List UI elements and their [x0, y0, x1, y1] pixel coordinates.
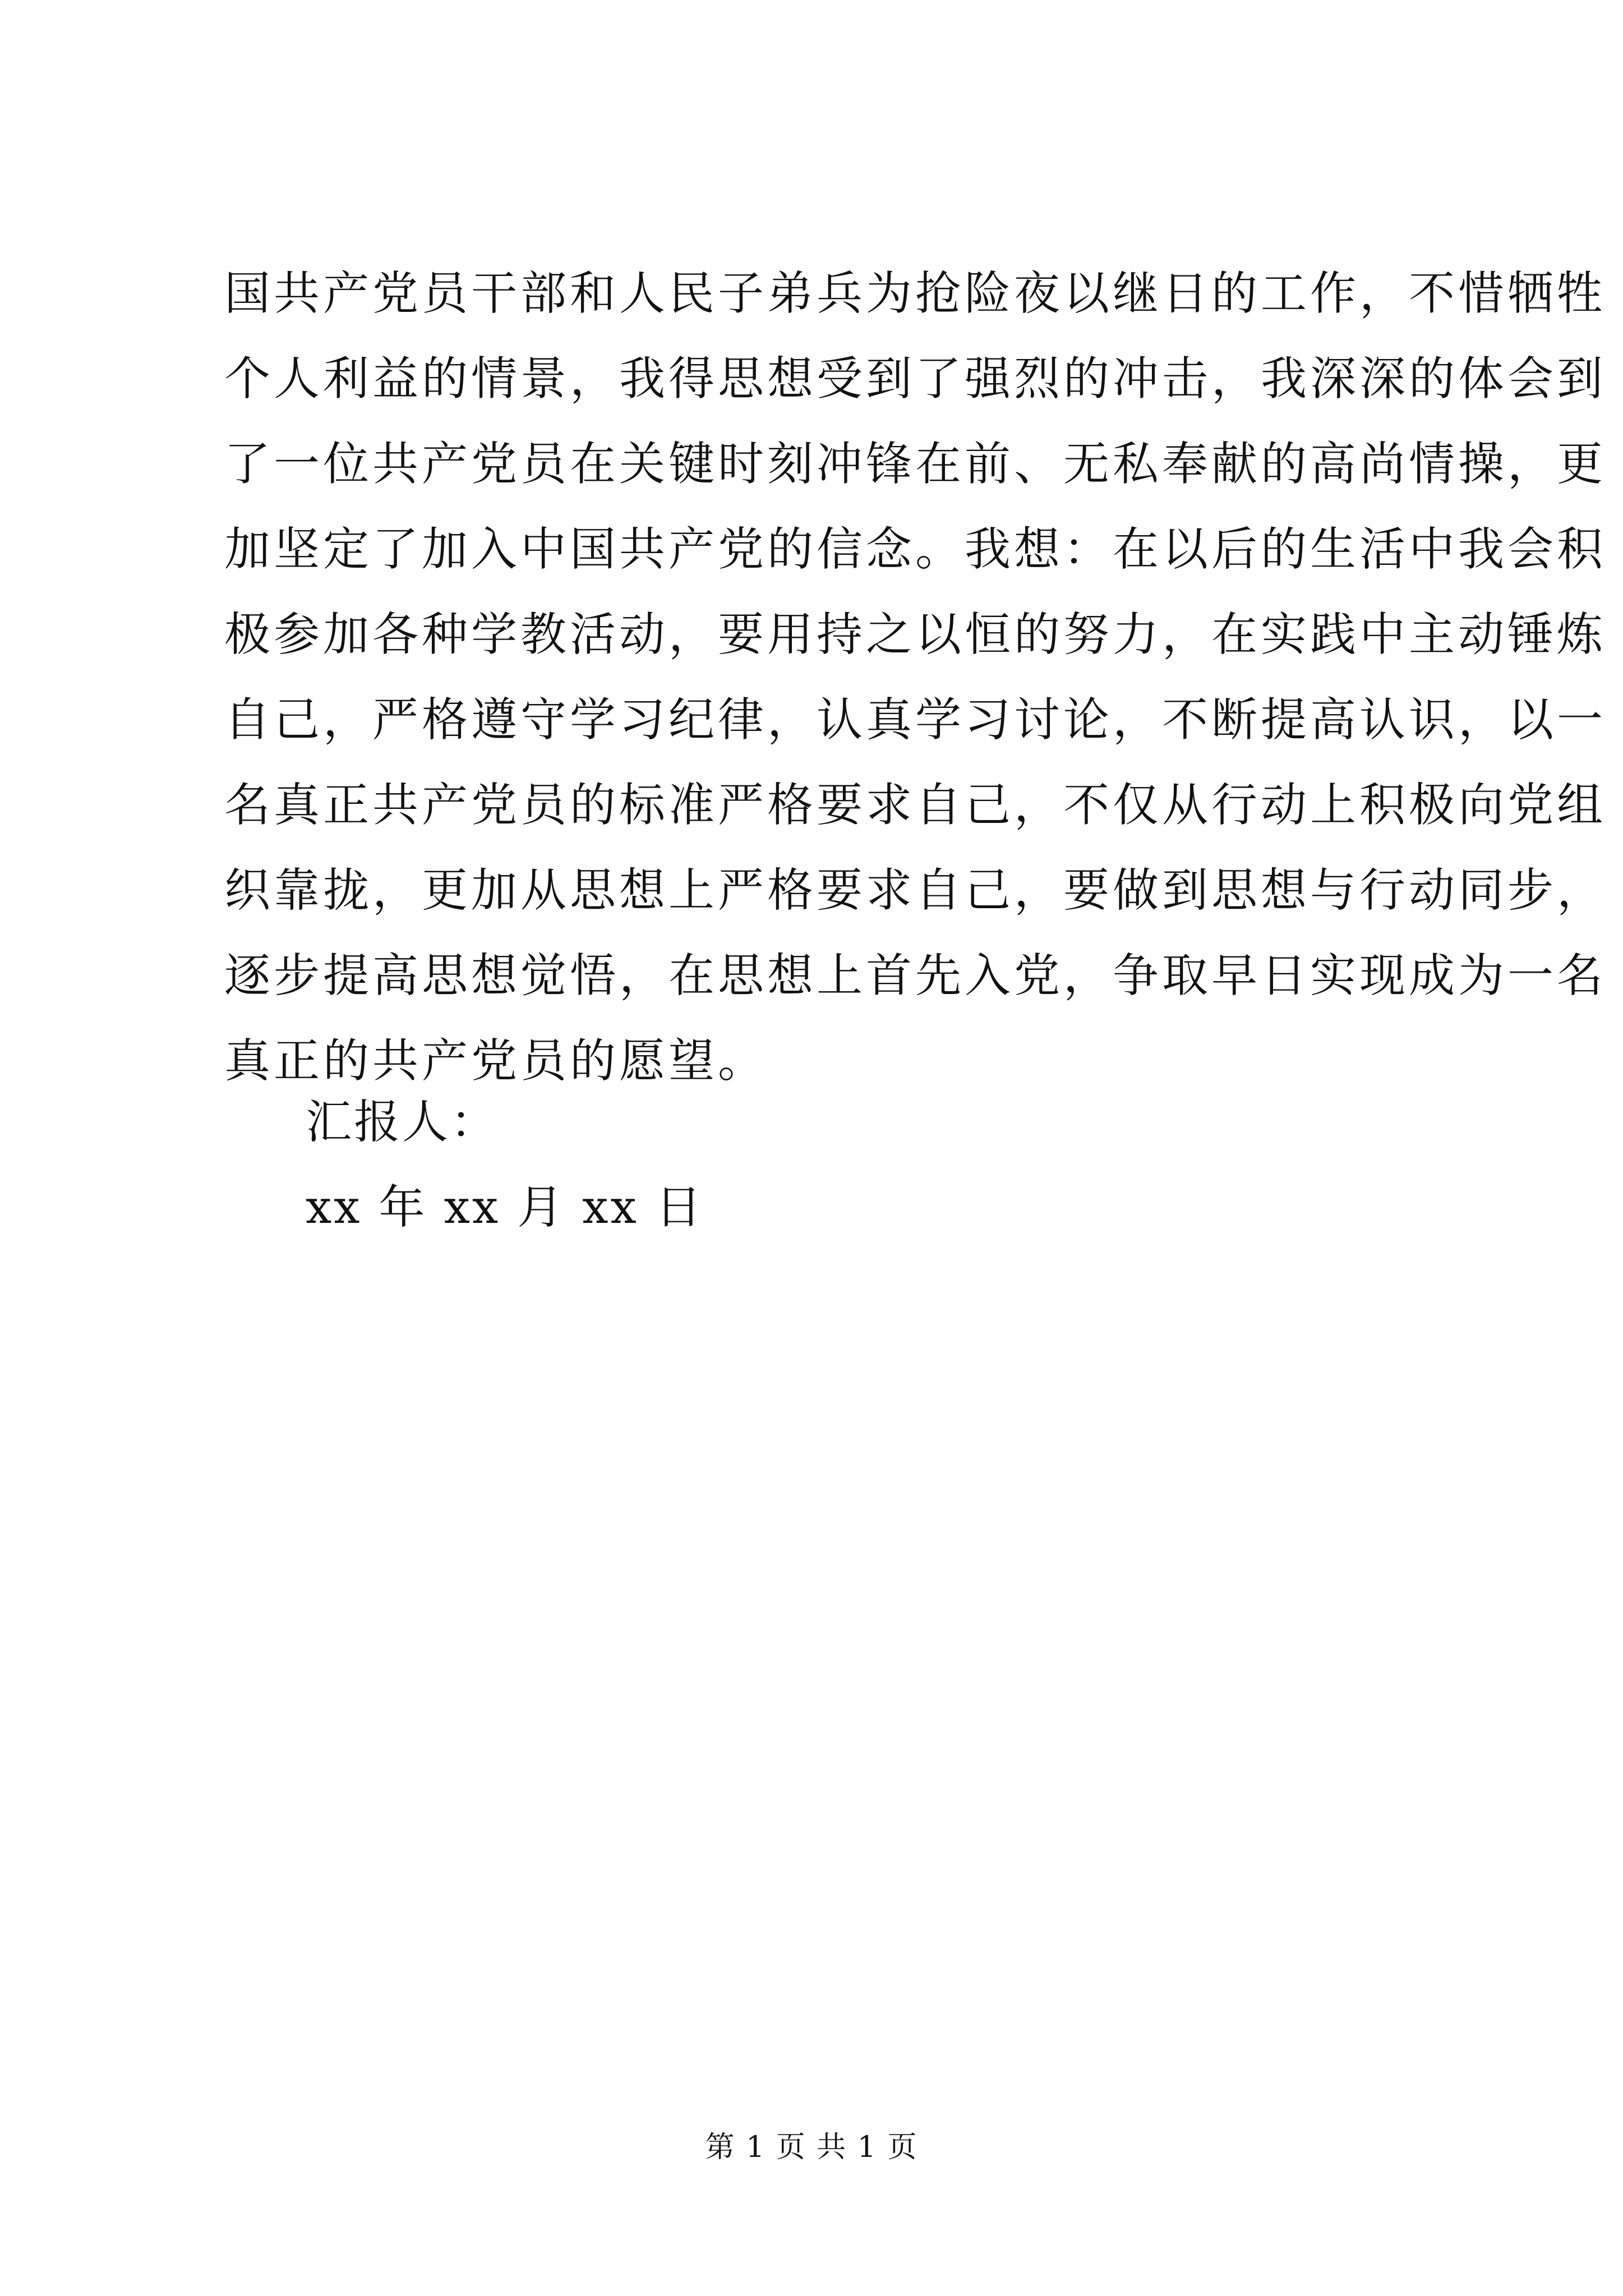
paragraph-line: 极参加各种学教活动，要用持之以恒的努力，在实践中主动锤炼	[224, 608, 1607, 661]
paragraph-line: 国共产党员干部和人民子弟兵为抢险夜以继日的工作，不惜牺牲	[224, 267, 1607, 320]
body-paragraph	[224, 251, 1607, 1104]
paragraph-line: 织靠拢，更加从思想上严格要求自己，要做到思想与行动同步，	[224, 864, 1607, 917]
paragraph-line: 了一位共产党员在关键时刻冲锋在前、无私奉献的高尚情操，更	[224, 438, 1607, 491]
report-date: xx 年 xx 月 xx 日	[306, 1181, 704, 1234]
signature-block	[306, 1080, 704, 1250]
paragraph-line: 自己，严格遵守学习纪律，认真学习讨论，不断提高认识，以一	[224, 693, 1607, 747]
paragraph-line: 真正的共产党员的愿望。	[224, 1034, 768, 1088]
reporter-label: 汇报人：	[306, 1096, 499, 1149]
page-footer: 第 1 页 共 1 页	[705, 2131, 918, 2164]
paragraph-line: 逐步提高思想觉悟，在思想上首先入党，争取早日实现成为一名	[224, 949, 1607, 1002]
paragraph-line: 加坚定了加入中国共产党的信念。我想：在以后的生活中我会积	[224, 523, 1607, 576]
paragraph-line: 名真正共产党员的标准严格要求自己，不仅从行动上积极向党组	[224, 779, 1607, 832]
paragraph-line: 个人利益的情景，我得思想受到了强烈的冲击，我深深的体会到	[224, 352, 1607, 406]
